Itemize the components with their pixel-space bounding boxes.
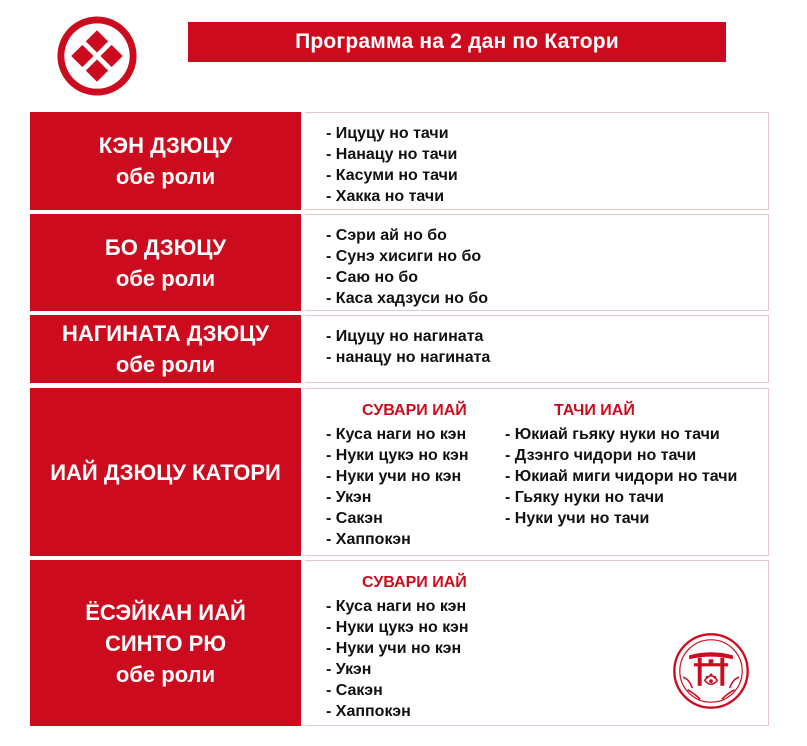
- section-title: НАГИНАТА ДЗЮЦУ: [62, 321, 269, 346]
- section-yoseikan-iai: [30, 560, 769, 726]
- technique-list: [326, 596, 469, 722]
- section-title-line2: СИНТО РЮ: [104, 630, 227, 656]
- list-item: - Нуки цукэ но кэн: [326, 445, 469, 466]
- section-iai-jutsu-katori: [30, 388, 769, 556]
- section-content: [305, 315, 769, 383]
- list-item: - Сунэ хисиги но бо: [326, 246, 768, 267]
- technique-list: [326, 225, 768, 309]
- section-subtitle: обе роли: [115, 352, 216, 377]
- list-item: - Куса наги но кэн: [326, 596, 469, 617]
- technique-list: [326, 123, 768, 207]
- section-content: [305, 112, 769, 210]
- torii-gate-seal-icon: [672, 632, 750, 710]
- section-naginata-jutsu: [30, 315, 769, 383]
- section-label: [30, 560, 301, 726]
- list-item: - Нуки учи но кэн: [326, 638, 469, 659]
- list-item: - Юкиай миги чидори но тачи: [505, 466, 737, 487]
- section-title: БО ДЗЮЦУ: [104, 234, 227, 260]
- list-item: - Нуки учи но кэн: [326, 466, 469, 487]
- section-title: ИАЙ ДЗЮЦУ КАТОРИ: [50, 459, 281, 485]
- section-content: [305, 388, 769, 556]
- section-ken-jutsu: [30, 112, 769, 210]
- list-item: - Сэри ай но бо: [326, 225, 768, 246]
- list-item: - Дзэнго чидори но тачи: [505, 445, 737, 466]
- list-item: - Гьяку нуки но тачи: [505, 487, 737, 508]
- list-item: - Нанацу но тачи: [326, 144, 768, 165]
- list-item: - нанацу но нагината: [326, 347, 768, 368]
- section-subtitle: обе роли: [115, 661, 216, 687]
- technique-list: [326, 326, 768, 368]
- tachi-iai-column: [505, 401, 737, 529]
- section-title-line1: ЁСЭЙКАН ИАЙ: [85, 599, 246, 625]
- list-item: - Ицуцу но нагината: [326, 326, 768, 347]
- section-bo-jutsu: [30, 214, 769, 311]
- section-label: [30, 214, 301, 311]
- list-item: - Хаппокэн: [326, 701, 469, 722]
- list-item: - Ицуцу но тачи: [326, 123, 768, 144]
- section-subtitle: обе роли: [115, 265, 216, 291]
- list-item: - Куса наги но кэн: [326, 424, 469, 445]
- section-content: [305, 214, 769, 311]
- list-item: - Касуми но тачи: [326, 165, 768, 186]
- list-item: - Сакэн: [326, 508, 469, 529]
- list-item: - Сакэн: [326, 680, 469, 701]
- list-item: - Хакка но тачи: [326, 186, 768, 207]
- list-item: - Саю но бо: [326, 267, 768, 288]
- suwari-iai-column: [326, 401, 469, 550]
- column-heading: СУВАРИ ИАЙ: [362, 402, 467, 419]
- list-item: - Каса хадзуси но бо: [326, 288, 768, 309]
- list-item: - Укэн: [326, 659, 469, 680]
- technique-list: [326, 424, 469, 550]
- list-item: - Юкиай гьяку нуки но тачи: [505, 424, 737, 445]
- section-title: КЭН ДЗЮЦУ: [98, 133, 233, 158]
- section-label: [30, 315, 301, 383]
- section-label: [30, 388, 301, 556]
- column-heading: ТАЧИ ИАЙ: [554, 402, 635, 419]
- section-subtitle: обе роли: [115, 164, 216, 189]
- technique-list: [505, 424, 737, 529]
- page-title: Программа на 2 дан по Катори: [188, 22, 726, 62]
- list-item: - Укэн: [326, 487, 469, 508]
- list-item: - Нуки учи но тачи: [505, 508, 737, 529]
- list-item: - Хаппокэн: [326, 529, 469, 550]
- column-heading: СУВАРИ ИАЙ: [362, 574, 467, 591]
- suwari-iai-column: [326, 573, 469, 722]
- list-item: - Нуки цукэ но кэн: [326, 617, 469, 638]
- four-diamonds-logo-icon: [54, 13, 140, 99]
- section-label: [30, 112, 301, 210]
